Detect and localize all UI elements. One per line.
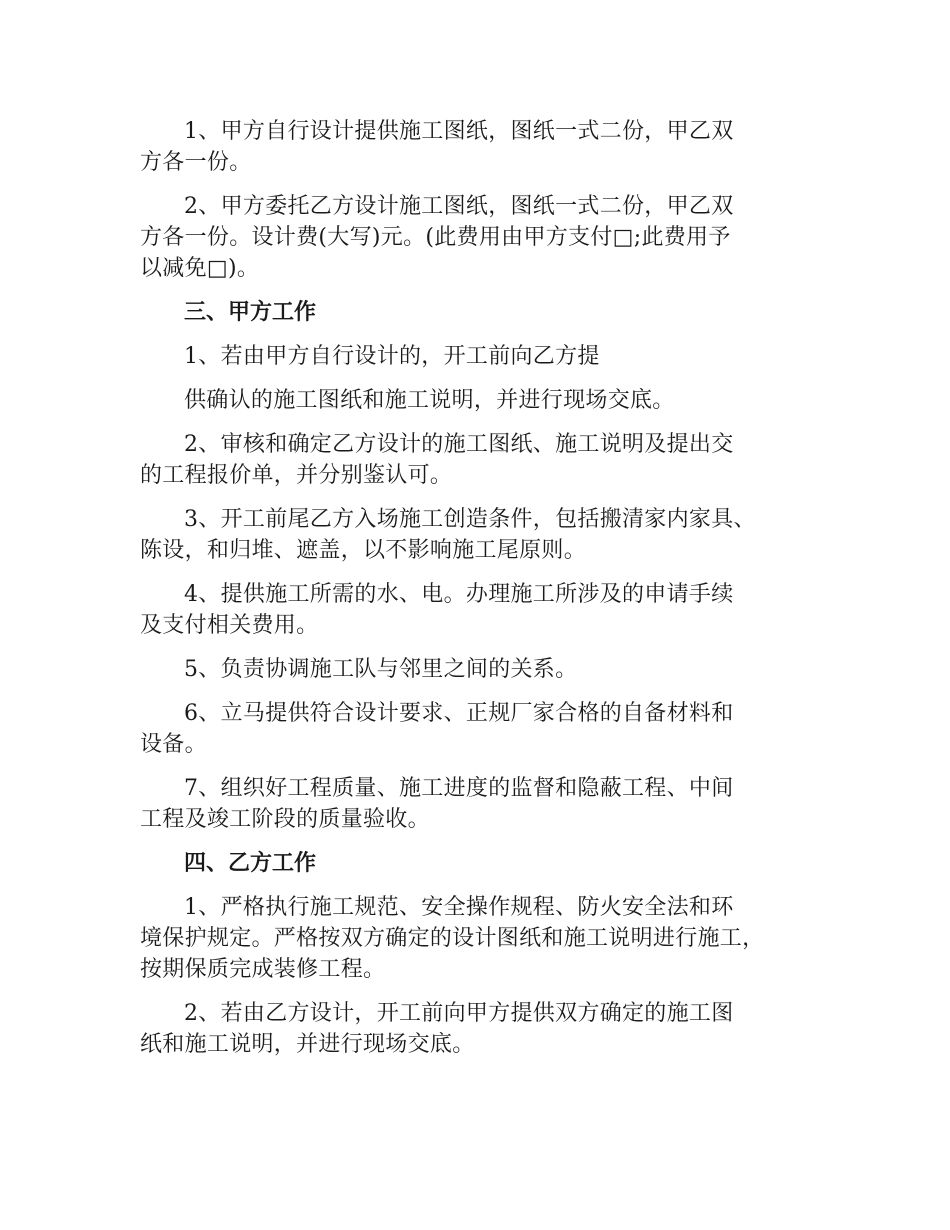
paragraph-8 (140, 654, 830, 685)
text-line: 1、严格执行施工规范、安全操作规程、防火安全法和环 (184, 895, 734, 920)
text-line: 2、若由乙方设计，开工前向甲方提供双方确定的施工图 (184, 1001, 734, 1026)
text-line: 工程及竣工阶段的质量验收。 (140, 807, 430, 832)
paragraph-1 (140, 116, 830, 178)
text-line: 方各一份。设计费(大写)元。(此费用由甲方支付□;此费用予 (140, 225, 731, 250)
paragraph-5 (140, 429, 830, 491)
text-line: 6、立马提供符合设计要求、正规厂家合格的自备材料和 (184, 701, 734, 726)
paragraph-7 (140, 579, 830, 641)
paragraph-11 (140, 892, 830, 985)
text-line: 按期保质完成装修工程。 (140, 957, 386, 982)
text-line: 及支付相关费用。 (140, 613, 319, 638)
section-heading-party-b: 四、乙方工作 (184, 851, 317, 876)
text-line: 1、甲方自行设计提供施工图纸，图纸一式二份，甲乙双 (184, 119, 734, 144)
text-line: 供确认的施工图纸和施工说明，并进行现场交底。 (184, 388, 675, 413)
text-line: 7、组织好工程质量、施工进度的监督和隐蔽工程、中间 (184, 776, 734, 801)
paragraph-4 (140, 385, 830, 416)
text-line: 4、提供施工所需的水、电。办理施工所涉及的申请手续 (184, 582, 734, 607)
section-heading-party-a: 三、甲方工作 (184, 300, 317, 325)
text-line: 2、甲方委托乙方设计施工图纸，图纸一式二份，甲乙双 (184, 194, 734, 219)
text-line: 5、负责协调施工队与邻里之间的关系。 (184, 657, 578, 682)
text-line: 以减免□)。 (140, 256, 260, 281)
text-line: 设备。 (140, 732, 207, 757)
text-line: 1、若由甲方自行设计的，开工前向乙方提 (184, 344, 600, 369)
text-line: 陈设，和归堆、遮盖，以不影响施工尾原则。 (140, 538, 587, 563)
text-line: 的工程报价单，并分别鉴认可。 (140, 463, 453, 488)
text-line: 2、审核和确定乙方设计的施工图纸、施工说明及提出交 (184, 432, 734, 457)
paragraph-2 (140, 191, 830, 284)
text-line: 纸和施工说明，并进行现场交底。 (140, 1032, 475, 1057)
text-line: 3、开工前尾乙方入场施工创造条件，包括搬清家内家具、 (184, 507, 756, 532)
paragraph-10 (140, 773, 830, 835)
document-body (140, 116, 830, 1073)
paragraph-3 (140, 341, 830, 372)
paragraph-6 (140, 504, 830, 566)
text-line: 境保护规定。严格按双方确定的设计图纸和施工说明进行施工， (140, 926, 765, 951)
paragraph-9 (140, 698, 830, 760)
paragraph-12 (140, 998, 830, 1060)
text-line: 方各一份。 (140, 150, 252, 175)
